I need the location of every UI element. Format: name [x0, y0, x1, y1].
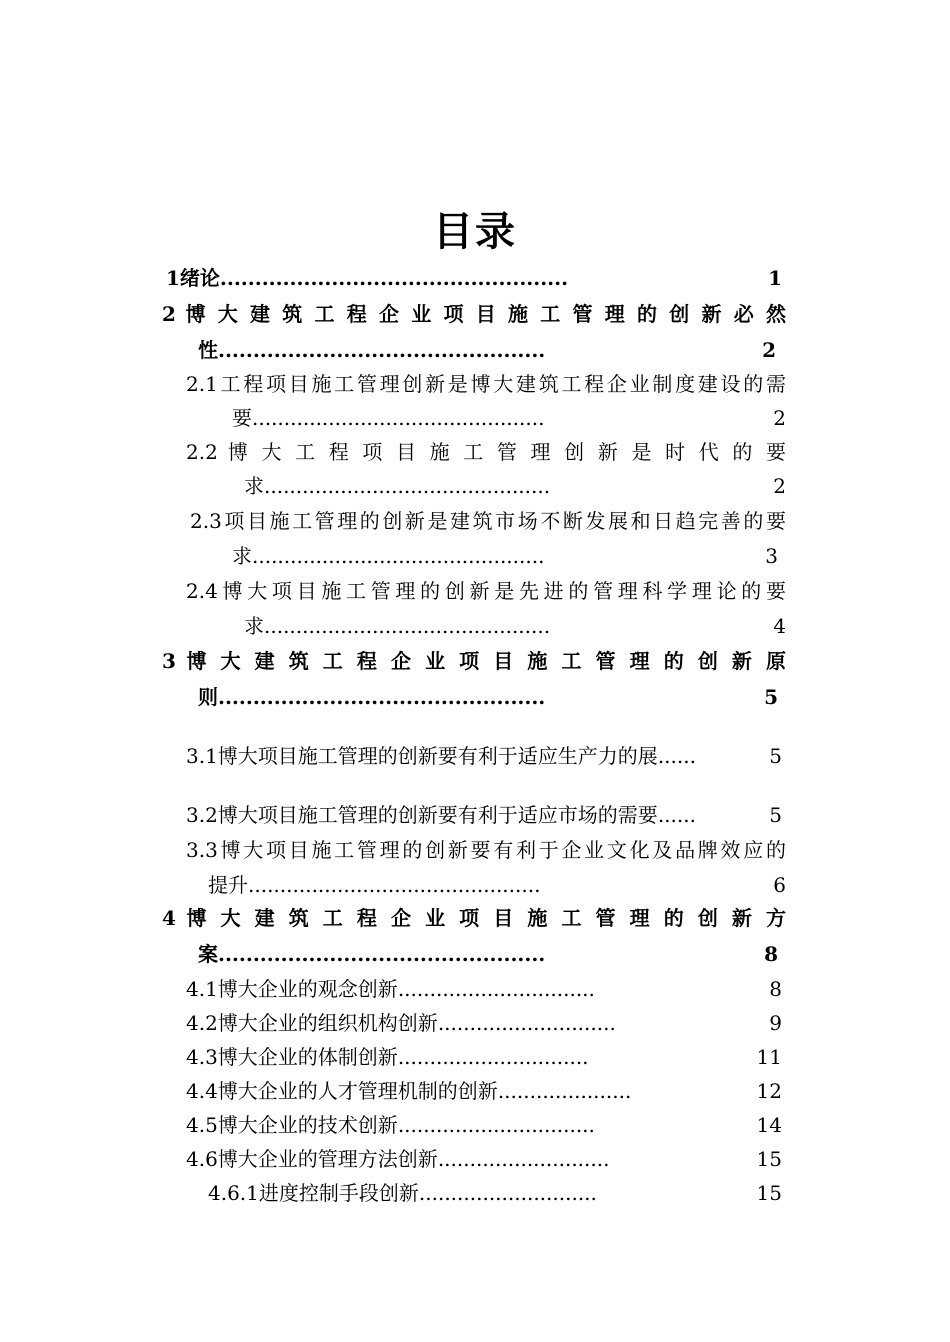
toc-page-number: 14	[756, 1113, 782, 1137]
toc-page-number: 15	[756, 1147, 782, 1171]
toc-entry-text: 求	[244, 474, 264, 498]
toc-entry-2[interactable]: 2 博 大 建 筑 工 程 企 业 项 目 施 工 管 理 的 创 新 必 然	[162, 302, 786, 326]
toc-entry-text: 性	[198, 338, 218, 362]
toc-entry-3-1[interactable]	[186, 744, 782, 768]
toc-page-number: 4	[773, 614, 786, 638]
toc-entry-text: 3.1博大项目施工管理的创新要有利于适应生产力的展	[186, 744, 658, 768]
toc-leader: .............................................	[264, 614, 551, 638]
toc-leader: ...............................	[397, 1113, 595, 1137]
toc-leader: ..................................................	[219, 266, 569, 290]
toc-page-number: 5	[769, 744, 782, 768]
toc-entry-text: 1绪论	[166, 266, 220, 290]
toc-page-number: 9	[769, 1011, 782, 1035]
toc-entry-4[interactable]: 4 博 大 建 筑 工 程 企 业 项 目 施 工 管 理 的 创 新 方	[162, 906, 786, 930]
toc-entry-1[interactable]	[166, 266, 786, 290]
toc-entry-text: 则	[198, 685, 218, 709]
toc-page-number: 11	[756, 1045, 782, 1069]
toc-entry-text: 4.2博大企业的组织机构创新	[186, 1011, 438, 1035]
toc-page-number: 2	[773, 474, 786, 498]
toc-leader: ..............................	[397, 1045, 589, 1069]
toc-leader: ......	[657, 744, 696, 768]
toc-entry-3[interactable]: 3 博 大 建 筑 工 程 企 业 项 目 施 工 管 理 的 创 新 原	[162, 649, 786, 673]
toc-entry-4-6[interactable]	[186, 1147, 782, 1171]
toc-entry-4-cont[interactable]	[198, 942, 778, 966]
toc-entry-3-cont[interactable]	[198, 685, 778, 709]
toc-entry-4-3[interactable]	[186, 1045, 782, 1069]
toc-entry-text: 3.2博大项目施工管理的创新要有利于适应市场的需要	[186, 803, 658, 827]
toc-entry-text: 4.6.1进度控制手段创新	[208, 1181, 419, 1205]
toc-entry-text: 求	[232, 544, 252, 568]
toc-page-number: 15	[756, 1181, 782, 1205]
toc-entry-2-1[interactable]: 2.1工程项目施工管理创新是博大建筑工程企业制度建设的需	[186, 372, 786, 396]
toc-leader: ...............................................	[218, 338, 546, 362]
toc-entry-2-4[interactable]: 2.4博大项目施工管理的创新是先进的管理科学理论的要	[186, 579, 786, 603]
toc-leader: ...........................	[437, 1147, 610, 1171]
toc-page-number: 2	[762, 338, 776, 362]
toc-entry-text: 4.5博大企业的技术创新	[186, 1113, 398, 1137]
toc-page-number: 2	[773, 406, 786, 430]
toc-entry-3-3-cont[interactable]	[208, 873, 786, 897]
toc-leader: ..............................................	[252, 544, 545, 568]
toc-entry-text: 求	[244, 614, 264, 638]
toc-leader: .....................	[497, 1079, 632, 1103]
toc-entry-2-1-cont[interactable]	[232, 406, 786, 430]
toc-page-number: 1	[768, 266, 782, 290]
toc-entry-2-cont[interactable]	[198, 338, 780, 362]
toc-page-number: 12	[756, 1079, 782, 1103]
toc-entry-3-2[interactable]	[186, 803, 782, 827]
toc-page-number: 8	[769, 977, 782, 1001]
toc-entry-2-3[interactable]: 2.3项目施工管理的创新是建筑市场不断发展和日趋完善的要	[190, 509, 786, 533]
toc-entry-4-6-1[interactable]	[208, 1181, 782, 1205]
page-title: 目录	[433, 208, 517, 255]
toc-page-number: 6	[773, 873, 786, 897]
toc-entry-text: 案	[198, 942, 218, 966]
toc-page-number: 5	[764, 685, 778, 709]
toc-leader: ...............................................	[218, 685, 546, 709]
toc-entry-text: 提升	[208, 873, 248, 897]
toc-entry-text: 4.3博大企业的体制创新	[186, 1045, 398, 1069]
toc-leader: ...............................	[397, 977, 595, 1001]
toc-leader: ......	[657, 803, 696, 827]
toc-entry-2-2[interactable]: 2.2 博 大 工 程 项 目 施 工 管 理 创 新 是 时 代 的 要	[186, 440, 786, 464]
toc-leader: ............................	[437, 1011, 616, 1035]
toc-entry-text: 要	[232, 406, 252, 430]
toc-page-number: 5	[769, 803, 782, 827]
toc-entry-2-4-cont[interactable]	[244, 614, 786, 638]
toc-entry-3-3[interactable]: 3.3博大项目施工管理的创新要有利于企业文化及品牌效应的	[186, 838, 786, 862]
toc-entry-4-1[interactable]	[186, 977, 782, 1001]
toc-leader: ..............................................	[248, 873, 541, 897]
toc-entry-4-4[interactable]	[186, 1079, 782, 1103]
toc-leader: ..............................................	[252, 406, 545, 430]
toc-entry-2-2-cont[interactable]	[244, 474, 786, 498]
toc-entry-text: 4.1博大企业的观念创新	[186, 977, 398, 1001]
toc-entry-2-3-cont[interactable]	[232, 544, 778, 568]
toc-leader: .............................................	[264, 474, 551, 498]
toc-leader: ............................	[418, 1181, 597, 1205]
toc-leader: ...............................................	[218, 942, 546, 966]
toc-entry-4-2[interactable]	[186, 1011, 782, 1035]
toc-entry-4-5[interactable]	[186, 1113, 782, 1137]
toc-entry-text: 4.6博大企业的管理方法创新	[186, 1147, 438, 1171]
toc-page-number: 8	[764, 942, 778, 966]
toc-entry-text: 4.4博大企业的人才管理机制的创新	[186, 1079, 498, 1103]
toc-page-number: 3	[765, 544, 778, 568]
